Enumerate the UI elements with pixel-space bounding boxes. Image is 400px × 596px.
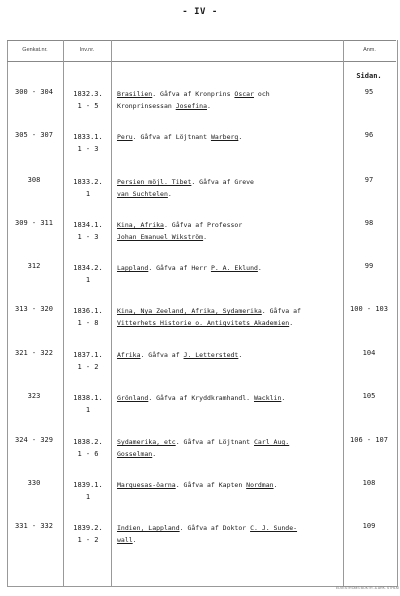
underlined-text: Persien möjl. Tibet — [117, 178, 192, 186]
description-line-1 — [117, 88, 342, 100]
description — [117, 262, 342, 274]
table-row — [0, 479, 400, 519]
page-reference: 97 — [364, 176, 374, 184]
inventory-number — [68, 349, 108, 373]
page-reference: 109 — [362, 522, 376, 530]
page-reference: 98 — [364, 219, 374, 227]
underlined-text: Brasilien — [117, 90, 153, 98]
underlined-text: Peru — [117, 133, 133, 141]
description-line-2 — [117, 231, 342, 243]
description — [117, 436, 342, 460]
text-segment: Kronprinsessan — [117, 102, 176, 110]
table-row — [0, 219, 400, 259]
sidan-label: Sidan. — [356, 72, 382, 80]
table-row — [0, 305, 400, 345]
text-segment: . — [238, 351, 243, 359]
description — [117, 176, 342, 200]
inventory-year: 1839.2. — [73, 524, 103, 532]
genkat-number: 308 — [27, 176, 41, 184]
underlined-text: Vitterhets Historie o. Antiqvitets Akademien — [117, 319, 290, 327]
description — [117, 522, 342, 546]
genkat-number: 331 - 332 — [15, 522, 53, 530]
description — [117, 392, 342, 404]
text-segment: . — [273, 481, 278, 489]
underlined-text: van Suchtelen — [117, 190, 168, 198]
description-line-1 — [117, 392, 342, 404]
printer-mark: ELVESTRÖMS BOKTR. & ARK. STHLM — [336, 586, 399, 590]
inventory-year: 1832.3. — [73, 90, 103, 98]
text-segment: . Gåfva af Kronprins — [152, 90, 235, 98]
inventory-range: 1 — [85, 493, 91, 501]
description-line-1 — [117, 262, 342, 274]
genkat-number: 305 - 307 — [15, 131, 53, 139]
inventory-year: 1833.1. — [73, 133, 103, 141]
genkat-number: 300 - 304 — [15, 88, 53, 96]
description-line-1 — [117, 131, 342, 143]
inventory-range: 1 — [85, 276, 91, 284]
inventory-range: 1 — [85, 190, 91, 198]
genkat-number: 309 - 311 — [15, 219, 53, 227]
inventory-number — [68, 522, 108, 546]
page-reference: 108 — [362, 479, 376, 487]
text-segment: . — [203, 233, 208, 241]
inventory-year: 1834.1. — [73, 221, 103, 229]
underlined-text: P. A. Eklund — [210, 264, 258, 272]
description-line-1 — [117, 349, 342, 361]
underlined-text: wall — [117, 536, 133, 544]
description-line-2 — [117, 534, 342, 546]
underlined-text: Oscar — [234, 90, 254, 98]
text-segment: . — [167, 190, 172, 198]
table-row — [0, 262, 400, 302]
underlined-text: Wacklin — [253, 394, 282, 402]
page-reference: 95 — [364, 88, 374, 96]
text-segment: . Gåfva af — [261, 307, 301, 315]
inventory-year: 1837.1. — [73, 351, 103, 359]
genkat-number: 313 - 320 — [15, 305, 53, 313]
text-segment: . — [289, 319, 294, 327]
inventory-year: 1833.2. — [73, 178, 103, 186]
text-segment: och — [254, 90, 270, 98]
header-divider — [7, 61, 396, 62]
underlined-text: Carl Aug. — [253, 438, 290, 446]
underlined-text: Warberg — [210, 133, 239, 141]
table-row — [0, 392, 400, 432]
underlined-text: Lappland — [117, 264, 149, 272]
underlined-text: Kina, Nya Zeeland, Afrika, Sydamerika — [117, 307, 262, 315]
page-number: - IV - — [182, 7, 218, 17]
inventory-number — [68, 131, 108, 155]
underlined-text: Kina, Afrika — [117, 221, 164, 229]
column-header-anm: Anm. — [363, 47, 376, 53]
underlined-text: Sydamerika, etc — [117, 438, 176, 446]
inventory-year: 1834.2. — [73, 264, 103, 272]
text-segment: . — [257, 264, 262, 272]
description — [117, 479, 342, 491]
page-reference: 96 — [364, 131, 374, 139]
text-segment: . Gåfva af — [140, 351, 184, 359]
inventory-range: 1 - 6 — [77, 450, 99, 458]
inventory-year: 1839.1. — [73, 481, 103, 489]
text-segment: . Gåfva af Doktor — [179, 524, 251, 532]
underlined-text: Johan Emanuel Wikström — [117, 233, 204, 241]
page-reference: 104 — [362, 349, 376, 357]
table-row — [0, 176, 400, 216]
description-line-1 — [117, 436, 342, 448]
description-line-1 — [117, 219, 342, 231]
inventory-range: 1 - 8 — [77, 319, 99, 327]
text-segment: . Gåfva af Herr — [148, 264, 211, 272]
text-segment: . Gåfva af Kryddkramhandl. — [148, 394, 254, 402]
text-segment: . Gåfva af Professor — [163, 221, 243, 229]
text-segment: . Gåfva af Löjtnant — [175, 438, 254, 446]
inventory-range: 1 - 3 — [77, 233, 99, 241]
genkat-number: 321 - 322 — [15, 349, 53, 357]
inventory-range: 1 - 2 — [77, 363, 99, 371]
column-header-invnr: Inv.nr. — [79, 47, 95, 53]
underlined-text: Gosselman — [117, 450, 153, 458]
table-row — [0, 349, 400, 389]
genkat-number: 324 - 329 — [15, 436, 53, 444]
inventory-range: 1 - 3 — [77, 145, 99, 153]
inventory-number — [68, 88, 108, 112]
column-header-genkat: Genkat.nr. — [22, 47, 48, 53]
inventory-year: 1836.1. — [73, 307, 103, 315]
inventory-range: 1 - 2 — [77, 536, 99, 544]
description — [117, 131, 342, 143]
underlined-text: Indien, Lappland — [117, 524, 180, 532]
inventory-number — [68, 262, 108, 286]
page-reference: 100 - 103 — [350, 305, 388, 313]
inventory-number — [68, 392, 108, 416]
inventory-year: 1838.1. — [73, 394, 103, 402]
inventory-number — [68, 436, 108, 460]
underlined-text: Josefina — [175, 102, 208, 110]
underlined-text: Nordman — [246, 481, 274, 489]
inventory-number — [68, 219, 108, 243]
description-line-1 — [117, 522, 342, 534]
underlined-text: Marquesas-öarna — [117, 481, 176, 489]
inventory-number — [68, 305, 108, 329]
inventory-range: 1 — [85, 406, 91, 414]
text-segment: . — [238, 133, 243, 141]
description-line-2 — [117, 100, 342, 112]
underlined-text: C. J. Sunde- — [250, 524, 298, 532]
text-segment: . — [132, 536, 137, 544]
description-line-1 — [117, 305, 342, 317]
table-row — [0, 436, 400, 476]
description-line-2 — [117, 188, 342, 200]
underlined-text: J. Letterstedt — [183, 351, 239, 359]
genkat-number: 312 — [27, 262, 41, 270]
underlined-text: Grönland — [117, 394, 149, 402]
description-line-2 — [117, 317, 342, 329]
page-reference: 105 — [362, 392, 376, 400]
page-reference: 106 - 107 — [350, 436, 388, 444]
inventory-year: 1838.2. — [73, 438, 103, 446]
description — [117, 349, 342, 361]
description-line-1 — [117, 479, 342, 491]
text-segment: . — [281, 394, 286, 402]
inventory-range: 1 - 5 — [77, 102, 99, 110]
table-row — [0, 522, 400, 562]
inventory-number — [68, 176, 108, 200]
description-line-2 — [117, 448, 342, 460]
text-segment: . — [152, 450, 157, 458]
genkat-number: 330 — [27, 479, 41, 487]
page-reference: 99 — [364, 262, 374, 270]
table-row — [0, 88, 400, 128]
text-segment: . Gåfva af Kapten — [175, 481, 247, 489]
text-segment: . Gåfva af Greve — [191, 178, 254, 186]
description — [117, 305, 342, 329]
text-segment: . Gåfva af Löjtnant — [132, 133, 211, 141]
description — [117, 219, 342, 243]
inventory-number — [68, 479, 108, 503]
text-segment: . — [207, 102, 211, 110]
table-row — [0, 131, 400, 171]
underlined-text: Afrika — [117, 351, 141, 359]
table-top-border — [7, 40, 396, 41]
description — [117, 88, 342, 112]
description-line-1 — [117, 176, 342, 188]
genkat-number: 323 — [27, 392, 41, 400]
